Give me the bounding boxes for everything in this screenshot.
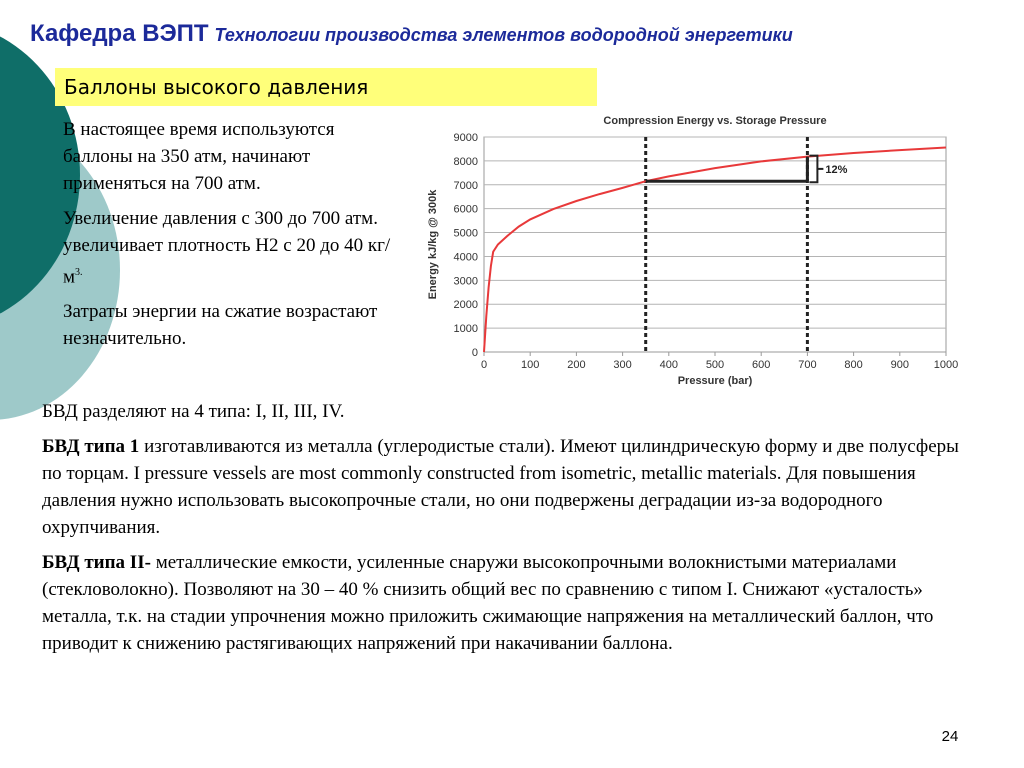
chart-y-tick-label: 6000 bbox=[453, 203, 478, 216]
types-intro-paragraph: БВД разделяют на 4 типа: I, II, III, IV. bbox=[42, 401, 345, 422]
chart-y-tick-label: 5000 bbox=[453, 227, 478, 240]
chart-x-tick-label: 200 bbox=[567, 359, 586, 371]
type2-text: металлические емкости, усиленные снаружи высокопрочными волокнистыми материалами (стекловолокно). Позволяют на 30 – 40 % снизить общий вес по сравнению с типом I. Снижают «усталость» металла, т.к. на стадии упрочнения можно приложить сжимающие напряжения на металлический баллон, что приводит к снижению растягивающих напряжений при накачивании баллона. bbox=[42, 552, 934, 654]
department-title: Кафедра ВЭПТ bbox=[30, 20, 209, 47]
intro-paragraph-1: В настоящее время используются баллоны на 350 атм, начинают применяться на 700 атм. bbox=[63, 119, 335, 194]
subtitle-banner bbox=[55, 68, 597, 106]
chart-y-tick-label: 3000 bbox=[453, 275, 478, 288]
chart-plot-area bbox=[484, 137, 946, 352]
chart-x-tick-label: 1000 bbox=[933, 359, 959, 371]
chart-x-tick-label: 400 bbox=[659, 359, 678, 371]
chart-x-tick-label: 0 bbox=[480, 359, 488, 371]
slide-header bbox=[30, 20, 1010, 48]
chart-x-tick-label: 600 bbox=[752, 359, 771, 371]
chart-y-tick-label: 4000 bbox=[453, 251, 478, 264]
intro-paragraph-2 bbox=[63, 205, 408, 290]
chart-x-tick-label: 500 bbox=[705, 359, 725, 371]
chart-x-tick-label: 800 bbox=[844, 359, 863, 371]
intro-paragraph-2-text: Увеличение давления с 300 до 700 атм. увеличивает плотность H2 с 20 до 40 кг/м bbox=[63, 208, 391, 288]
type2-label: БВД типа II- bbox=[42, 552, 151, 573]
chart-x-tick-label: 300 bbox=[613, 359, 632, 371]
chart-x-tick-label: 900 bbox=[890, 359, 909, 371]
chart-y-tick-label: 0 bbox=[471, 347, 478, 359]
chart-x-axis-label: Pressure (bar) bbox=[677, 375, 753, 387]
main-text-block bbox=[42, 398, 982, 665]
type1-paragraph bbox=[42, 433, 982, 541]
intro-paragraph-2-sup: 3. bbox=[75, 267, 83, 278]
chart-y-axis-label: Energy kJ/kg @ 300k bbox=[427, 189, 439, 300]
chart-y-tick-label: 2000 bbox=[453, 299, 478, 312]
chart-y-tick-label: 7000 bbox=[453, 179, 478, 192]
page-number: 24 bbox=[941, 728, 959, 745]
type1-text: изготавливаются из металла (углеродистые стали). Имеют цилиндрическую форму и две полусферы по торцам. I pressure vessels are most commonly constructed from isometric, metallic materials. Для повышения давления нужно использовать высокопрочные стали, но они подвержены деградации из-за водородного охрупчивания. bbox=[42, 436, 959, 538]
type2-paragraph bbox=[42, 549, 982, 657]
chart-y-tick-label: 1000 bbox=[453, 323, 478, 336]
chart-title: Compression Energy vs. Storage Pressure bbox=[603, 115, 827, 127]
chart-x-tick-label: 100 bbox=[521, 359, 540, 371]
subtitle-text: Баллоны высокого давления bbox=[64, 75, 369, 99]
compression-energy-chart bbox=[420, 108, 980, 393]
intro-paragraph-3: Затраты энергии на сжатие возрастают незначительно. bbox=[63, 301, 378, 350]
topic-title: Технологии производства элементов водородной энергетики bbox=[214, 25, 793, 45]
chart-annotation-label: 12% bbox=[825, 163, 848, 176]
chart-y-tick-label: 8000 bbox=[453, 155, 478, 168]
type1-label: БВД типа 1 bbox=[42, 436, 140, 457]
intro-text-block bbox=[63, 116, 408, 360]
chart-y-tick-label: 9000 bbox=[453, 132, 478, 144]
chart-x-tick-label: 700 bbox=[798, 359, 817, 371]
